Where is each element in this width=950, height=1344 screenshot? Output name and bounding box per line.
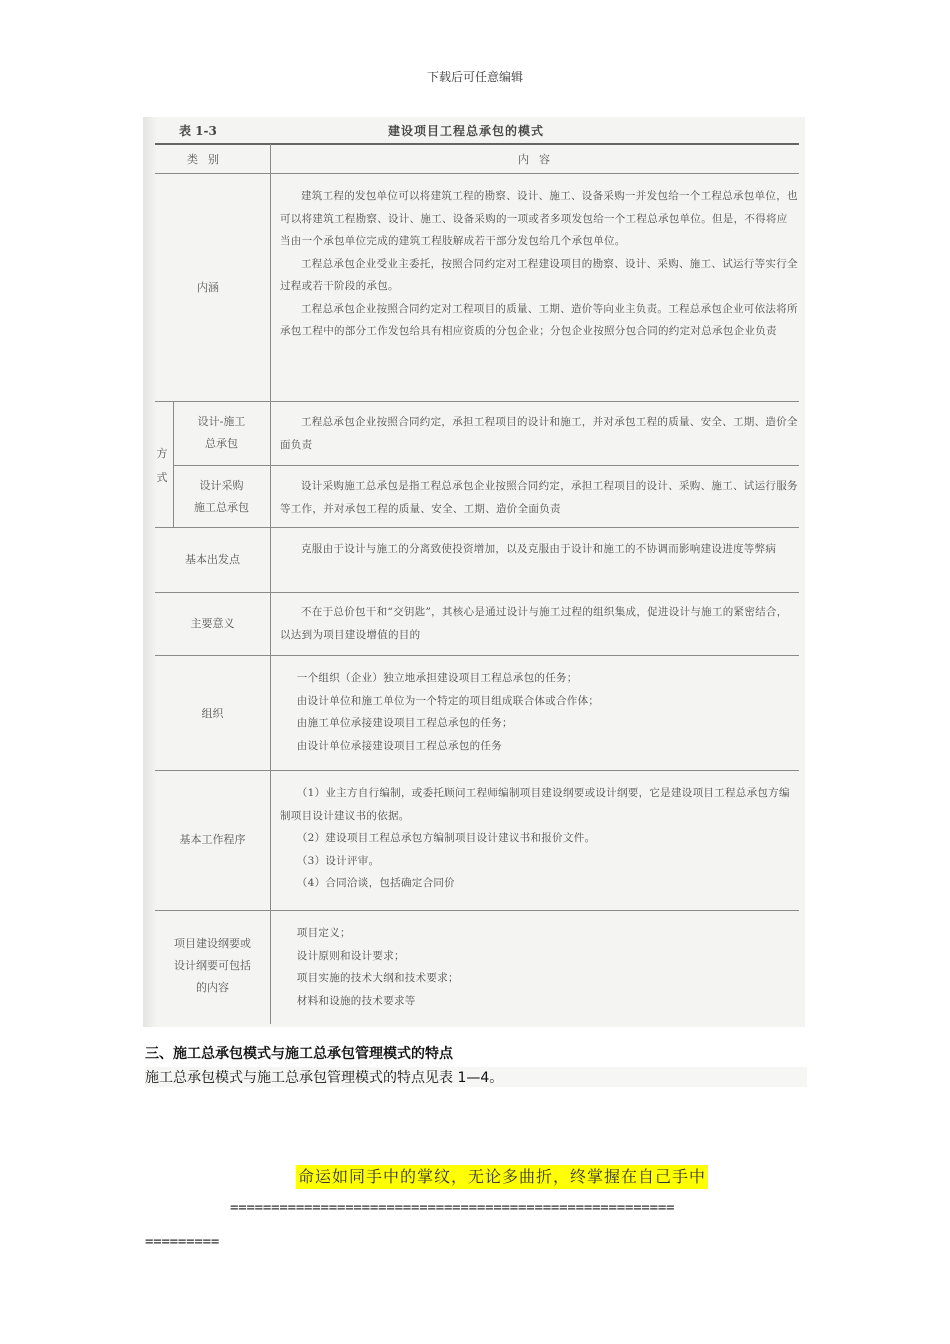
highlighted-quote: 命运如同手中的掌纹，无论多曲折，终掌握在自己手中 xyxy=(296,1165,708,1189)
procedure-line: （1）业主方自行编制，或委托顾问工程师编制项目建设纲要或设计纲要，它是建设项目工程总承包方编制项目设计建议书的依据。 xyxy=(280,787,790,822)
separator-line-1: ====================================================== xyxy=(230,1200,675,1216)
category-neihan: 内涵 xyxy=(197,281,219,294)
content-significance xyxy=(280,601,798,646)
category-outline xyxy=(155,933,270,999)
table-label: 表 1-3 xyxy=(179,124,217,138)
neihan-paragraph-2: 工程总承包企业受业主委托，按照合同约定对工程建设项目的勘察、设计、采购、施工、试运行等实行全过程或若干阶段的承包。 xyxy=(280,257,798,292)
row-rule xyxy=(155,655,799,656)
scanned-table-image xyxy=(143,117,805,1027)
category-starting-point: 基本出发点 xyxy=(185,553,240,566)
design-build-label-line-2: 总承包 xyxy=(205,437,238,450)
outline-line: 设计原则和设计要求； xyxy=(296,949,405,962)
section-title: 三、施工总承包模式与施工总承包管理模式的特点 xyxy=(145,1046,453,1062)
category-procedure: 基本工作程序 xyxy=(179,833,246,846)
category-fangshi: 方式 xyxy=(156,447,168,484)
organization-line: 由设计单位和施工单位为一个特定的项目组成联合体或合作体； xyxy=(296,694,600,707)
content-starting-point xyxy=(280,538,798,561)
separator-line-2: ========= xyxy=(145,1234,220,1250)
outline-line: 项目定义； xyxy=(296,927,351,939)
epc-label-line-2: 施工总承包 xyxy=(194,501,249,514)
epc-text: 设计采购施工总承包是指工程总承包企业按照合同约定，承担工程项目的设计、采购、施工、试运行服务等工作，并对承包工程的质量、安全、工期、造价全面负责 xyxy=(280,480,798,515)
row-rule xyxy=(155,401,799,402)
content-procedure xyxy=(280,782,798,895)
outline-line: 项目实施的技术大纲和技术要求； xyxy=(296,972,459,984)
row-rule xyxy=(155,527,799,528)
significance-text: 不在于总价包干和“交钥匙”，其核心是通过设计与施工过程的组织集成，促进设计与施工的紧密结合，以达到为项目建设增值的目的 xyxy=(280,606,788,641)
category-epc xyxy=(173,475,270,519)
organization-line: 由施工单位承接建设项目工程总承包的任务； xyxy=(296,717,513,729)
design-build-text: 工程总承包企业按照合同约定，承担工程项目的设计和施工，并对承包工程的质量、安全、工期、造价全面负责 xyxy=(280,416,798,451)
section-text: 施工总承包模式与施工总承包管理模式的特点见表 1—4。 xyxy=(145,1067,807,1087)
procedure-line: （4）合同洽谈，包括确定合同价 xyxy=(296,877,455,889)
row-rule xyxy=(173,465,799,466)
outline-label-line-3: 的内容 xyxy=(196,981,229,994)
table-title: 建设项目工程总承包的模式 xyxy=(388,124,545,138)
neihan-paragraph-1: 建筑工程的发包单位可以将建筑工程的勘察、设计、施工、设备采购一并发包给一个工程总承包单位，也可以将建筑工程勘察、设计、施工、设备采购的一项或者多项发包给一个工程总承包单位。但是，不得将应当由一个承包单位完成的建筑工程肢解成若干部分发包给几个承包单位。 xyxy=(280,190,798,247)
category-design-build xyxy=(173,411,270,455)
content-neihan xyxy=(280,185,798,343)
procedure-line: （2）建设项目工程总承包方编制项目设计建议书和报价文件。 xyxy=(296,832,596,844)
table-top-rule xyxy=(155,143,799,145)
starting-point-text: 克服由于设计与施工的分离致使投资增加，以及克服由于设计和施工的不协调而影响建设进度等弊病 xyxy=(301,543,777,555)
outline-line: 材料和设施的技术要求等 xyxy=(296,994,416,1007)
row-rule xyxy=(155,910,799,911)
content-epc xyxy=(280,475,798,520)
column-header-category: 类别 xyxy=(187,153,229,166)
scan-edge-shadow xyxy=(143,117,157,1027)
outline-label-line-2: 设计纲要可包括 xyxy=(174,959,251,972)
content-outline xyxy=(280,922,798,1012)
column-header-content: 内容 xyxy=(518,153,560,166)
organization-line: 由设计单位承接建设项目工程总承包的任务 xyxy=(296,739,502,752)
category-organization: 组织 xyxy=(201,707,224,720)
header-note: 下载后可任意编辑 xyxy=(426,70,523,84)
content-organization xyxy=(280,667,798,757)
column-divider xyxy=(270,144,271,1024)
row-rule xyxy=(155,592,799,593)
row-rule xyxy=(155,770,799,771)
procedure-line: （3）设计评审。 xyxy=(296,854,380,867)
header-bottom-rule xyxy=(155,173,799,174)
category-significance: 主要意义 xyxy=(190,617,235,630)
outline-label-line-1: 项目建设纲要或 xyxy=(174,937,251,950)
design-build-label-line-1: 设计-施工 xyxy=(197,415,246,428)
content-design-build xyxy=(280,411,798,456)
epc-label-line-1: 设计采购 xyxy=(199,479,244,492)
neihan-paragraph-3: 工程总承包企业按照合同约定对工程项目的质量、工期、造价等向业主负责。工程总承包企业可依法将所承包工程中的部分工作发包给具有相应资质的分包企业；分包企业按照分包合同的约定对总承包企业负责 xyxy=(280,302,798,337)
organization-line: 一个组织（企业）独立地承担建设项目工程总承包的任务； xyxy=(296,672,578,684)
